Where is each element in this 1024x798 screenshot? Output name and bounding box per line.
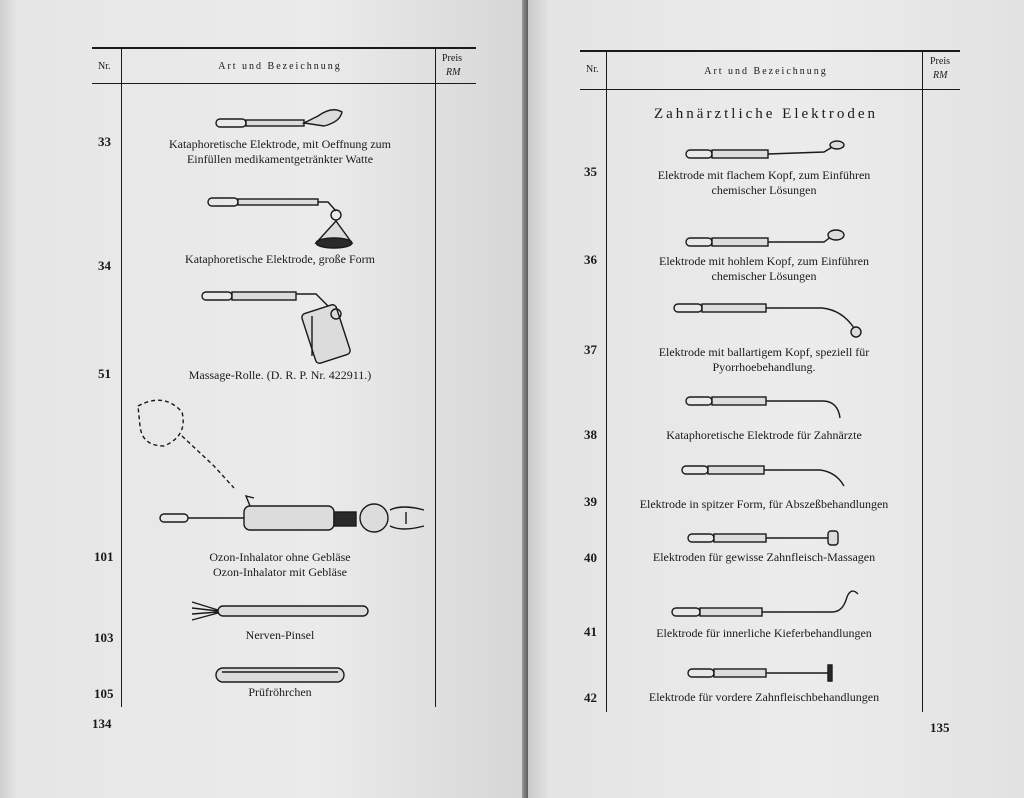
entry-number-105: 105: [94, 686, 114, 701]
header-nr: Nr.: [586, 64, 599, 75]
page-number-right: 135: [930, 720, 950, 735]
electrode-t-head-icon: [686, 662, 838, 684]
entry-desc-40: Elektroden für gewisse Zahnfleisch-Massagen: [652, 550, 876, 564]
header-currency: RM: [933, 70, 948, 81]
entry-desc-41: Elektrode für innerliche Kieferbehandlungen: [656, 626, 872, 640]
entry-number-42: 42: [584, 690, 597, 705]
electrode-dental-icon: [684, 394, 844, 422]
header-preis: Preis: [442, 53, 462, 64]
ozone-inhaler-icon: [134, 396, 430, 536]
entry-desc-38: Kataphoretische Elektrode für Zahnärzte: [666, 428, 862, 442]
electrode-pointed-icon: [680, 462, 846, 488]
massage-roller-icon: [200, 286, 355, 366]
entry-desc-34: Kataphoretische Elektrode, große Form: [185, 252, 375, 266]
entry-desc-51: Massage-Rolle. (D. R. P. Nr. 422911.): [188, 368, 372, 382]
column-divider-nr: [606, 50, 607, 712]
electrode-spoon-icon: [214, 104, 344, 132]
electrode-ball-head-icon: [672, 300, 862, 340]
electrode-hollow-head-icon: [684, 228, 848, 252]
test-tube-icon: [214, 664, 348, 686]
entry-number-38: 38: [584, 427, 597, 442]
header-art: Art und Bezeichnung: [218, 61, 342, 72]
entry-number-101: 101: [94, 549, 114, 564]
entry-desc-36: Elektrode mit hohlem Kopf, zum Einführen chemischer Lösungen: [659, 254, 869, 283]
column-divider-preis: [922, 50, 923, 712]
entry-number-34: 34: [98, 258, 111, 273]
header-preis: Preis: [930, 56, 950, 67]
entry-number-35: 35: [584, 164, 597, 179]
electrode-flat-head-icon: [684, 138, 848, 164]
entry-desc-35: Elektrode mit flachem Kopf, zum Einführen chemischer Lösungen: [657, 168, 871, 197]
entry-number-41: 41: [584, 624, 597, 639]
table-header-rule: [92, 83, 476, 84]
column-divider-nr: [121, 47, 122, 707]
table-header-rule: [580, 89, 960, 90]
column-divider-preis: [435, 47, 436, 707]
header-art: Art und Bezeichnung: [704, 66, 828, 77]
electrode-large-icon: [206, 193, 350, 251]
entry-desc-37: Elektrode mit ballartigem Kopf, speziell für Pyorrhoebehandlung.: [658, 345, 870, 374]
entry-number-37: 37: [584, 342, 597, 357]
entry-desc-105: Prüfröhrchen: [248, 685, 312, 699]
entry-desc-101: Ozon-Inhalator ohne Gebläse Ozon-Inhalator mit Gebläse: [209, 550, 351, 579]
entry-desc-39: Elektrode in spitzer Form, für Abszeßbehandlungen: [639, 497, 889, 511]
entry-number-103: 103: [94, 630, 114, 645]
entry-number-51: 51: [98, 366, 111, 381]
electrode-hook-icon: [670, 586, 860, 622]
entry-desc-103: Nerven-Pinsel: [245, 628, 315, 642]
header-nr: Nr.: [98, 61, 111, 72]
entry-number-36: 36: [584, 252, 597, 267]
entry-number-39: 39: [584, 494, 597, 509]
header-currency: RM: [446, 67, 461, 78]
entry-number-40: 40: [584, 550, 597, 565]
right-page: [528, 0, 1024, 798]
entry-desc-42: Elektrode für vordere Zahnfleischbehandlungen: [648, 690, 880, 704]
table-top-rule: [580, 50, 960, 52]
page-number-left: 134: [92, 716, 112, 731]
entry-number-33: 33: [98, 134, 111, 149]
electrode-gum-massage-icon: [686, 528, 842, 548]
section-title: Zahnärztliche Elektroden: [653, 106, 878, 122]
table-top-rule: [92, 47, 476, 49]
entry-desc-33: Kataphoretische Elektrode, mit Oeffnung zum Einfüllen medikamentgetränkter Watte: [168, 137, 392, 166]
nerve-brush-icon: [190, 598, 372, 626]
